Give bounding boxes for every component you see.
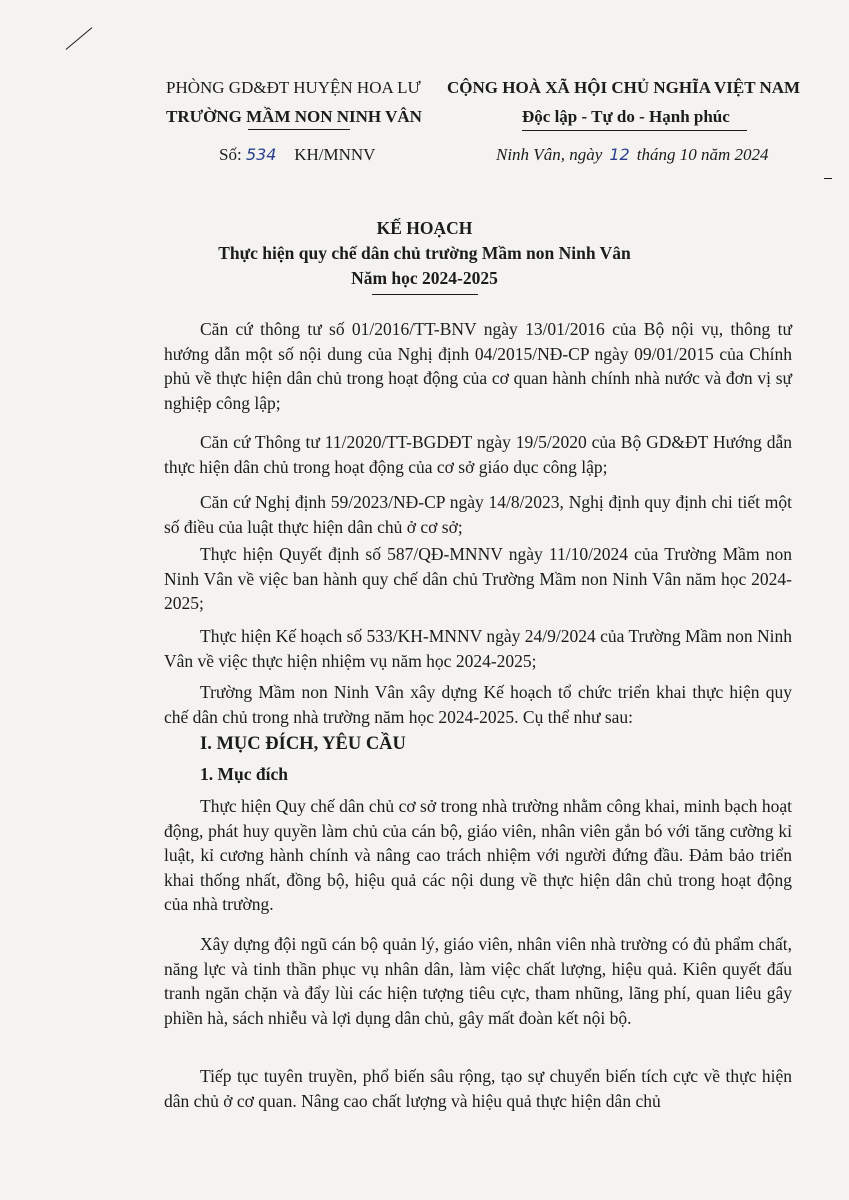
doc-number-label: Số: [219,145,242,164]
doc-year: Năm học 2024-2025 [351,268,498,288]
header-motto: Độc lập - Tự do - Hạnh phúc [522,107,730,126]
paragraph-plan: Thực hiện Kế hoạch số 533/KH-MNNV ngày 24/9/2024 của Trường Mầm non Ninh Vân về việc thực hiện nhiệm vụ năm học 2024-2025; [164,626,792,671]
title-underline [372,294,478,295]
doc-number [219,145,375,165]
paragraph-basis-1: Căn cứ thông tư số 01/2016/TT-BNV ngày 13/01/2016 của Bộ nội vụ, thông tư hướng dẫn một số nội dung của Nghị định 04/2015/NĐ-CP ngày 09/01/2015 của Chính phủ về thực hiện dân chủ trong hoạt động của cơ quan hành chính nhà nước và đơn vị sự nghiệp công lập; [164,319,792,413]
doc-title: KẾ HOẠCH [376,218,473,238]
header-school: TRƯỜNG MẦM NON NINH VÂN [166,107,422,126]
motto-underline [522,130,747,131]
place-date [496,145,769,165]
place-date-prefix: Ninh Vân, ngày [496,145,603,164]
paragraph-intro: Trường Mầm non Ninh Vân xây dựng Kế hoạch tổ chức triển khai thực hiện quy chế dân chủ trong nhà trường năm học 2024-2025. Cụ thể như sau: [164,682,792,727]
doc-number-handwritten: 534 [245,145,277,164]
scan-mark [824,178,832,179]
doc-number-suffix: KH/MNNV [294,145,376,164]
scan-mark [66,27,93,50]
subsection-heading-purpose: 1. Mục đích [200,764,288,784]
paragraph-decision: Thực hiện Quyết định số 587/QĐ-MNNV ngày 11/10/2024 của Trường Mầm non Ninh Vân về việc ban hành quy chế dân chủ Trường Mầm non Ninh Vân năm học 2024-2025; [164,544,792,613]
school-underline [248,129,350,130]
header-agency: PHÒNG GD&ĐT HUYỆN HOA LƯ [166,78,421,97]
paragraph-purpose-2: Xây dựng đội ngũ cán bộ quản lý, giáo viên, nhân viên nhà trường có đủ phẩm chất, năng lực và tinh thần phục vụ nhân dân, làm việc chất lượng, hiệu quả. Kiên quyết đấu tranh ngăn chặn và đẩy lùi các hiện tượng tiêu cực, tham nhũng, lãng phí, quan liêu gây phiền hà, sách nhiễu và lợi dụng dân chủ, gây mất đoàn kết nội bộ. [164,934,792,1028]
paragraph-basis-3: Căn cứ Nghị định 59/2023/NĐ-CP ngày 14/8/2023, Nghị định quy định chi tiết một số điều của luật thực hiện dân chủ ở cơ sở; [164,492,792,537]
paragraph-purpose-1: Thực hiện Quy chế dân chủ cơ sở trong nhà trường nhằm công khai, minh bạch hoạt động, phát huy quyền làm chủ của cán bộ, giáo viên, nhân viên gắn bó với tăng cường kỉ luật, kỉ cương hành chính và nâng cao trách nhiệm với người đứng đầu. Đảm bảo triển khai thống nhất, đồng bộ, hiệu quả các nội dung về thực hiện dân chủ trong hoạt động của nhà trường. [164,796,792,914]
day-handwritten: 12 [609,145,630,164]
paragraph-basis-2: Căn cứ Thông tư 11/2020/TT-BGDĐT ngày 19/5/2020 của Bộ GD&ĐT Hướng dẫn thực hiện dân chủ trong hoạt động của cơ sở giáo dục công lập; [164,432,792,477]
header-nation: CỘNG HOÀ XÃ HỘI CHỦ NGHĨA VIỆT NAM [447,78,801,97]
paragraph-purpose-3: Tiếp tục tuyên truyền, phổ biến sâu rộng, tạo sự chuyển biến tích cực về thực hiện dân chủ ở cơ quan. Nâng cao chất lượng và hiệu quả thực hiện dân chủ [164,1066,792,1111]
doc-subtitle: Thực hiện quy chế dân chủ trường Mầm non Ninh Vân [218,243,631,263]
section-heading-purpose: I. MỤC ĐÍCH, YÊU CẦU [200,734,406,754]
place-date-suffix: tháng 10 năm 2024 [636,145,769,164]
